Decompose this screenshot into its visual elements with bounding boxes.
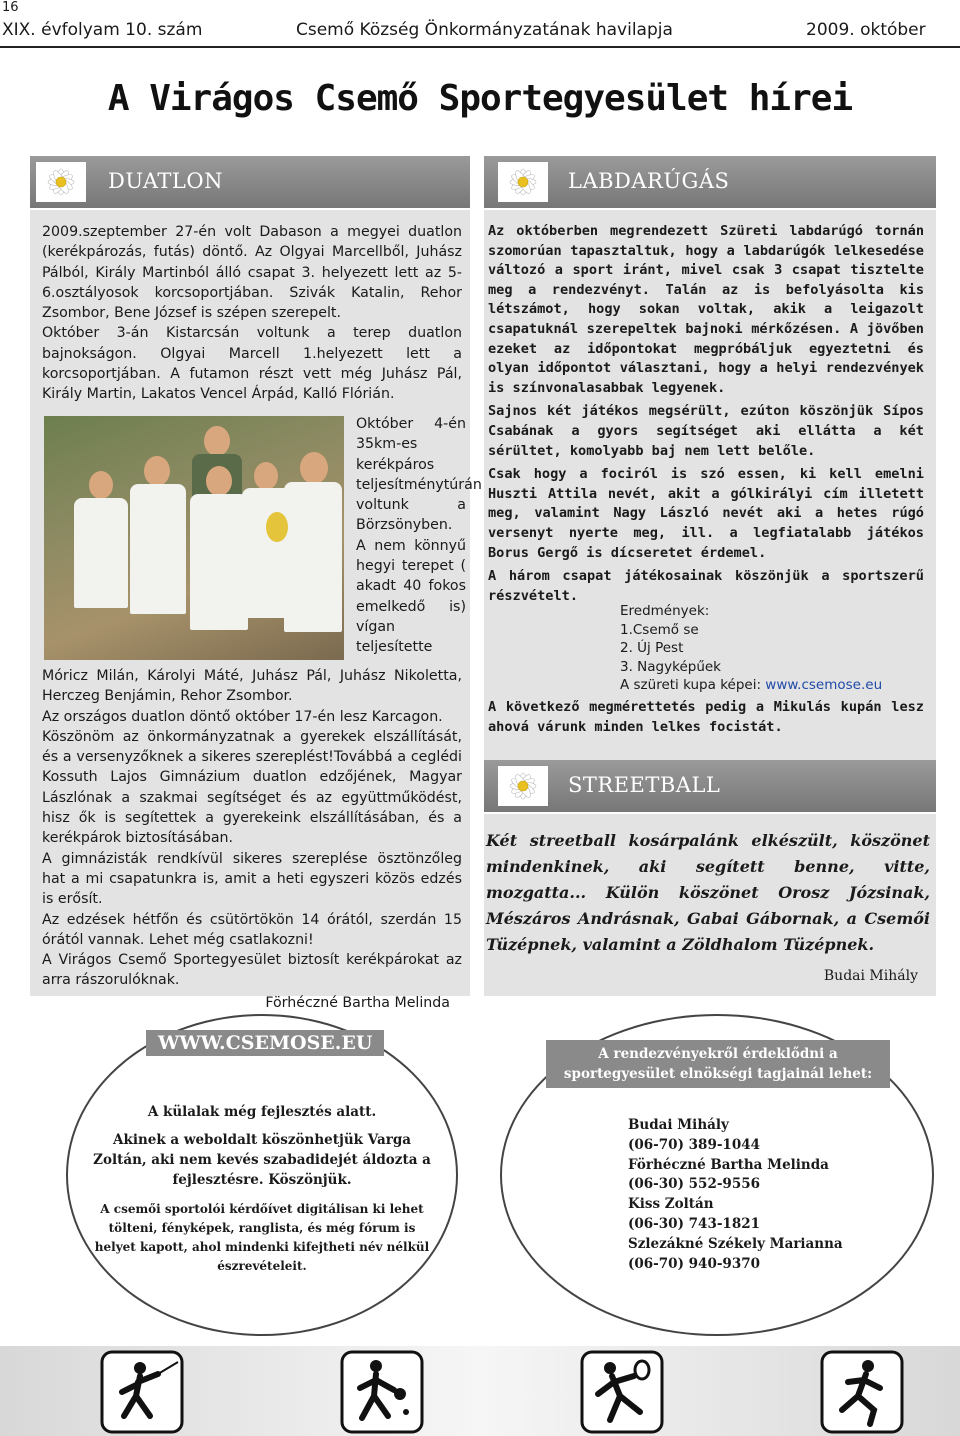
contact-phone: (06-70) 389-1044 bbox=[628, 1136, 761, 1153]
labdarugas-paragraph: Sajnos két játékos megsérült, ezúton köszönjük Sípos Csabának a gyors segítséget aki ellátta a két sérültet, komolyabb baj nem lett belőle. bbox=[488, 403, 924, 459]
labdarugas-paragraph: A következő megmérettetés pedig a Mikulás kupán lesz ahová várunk minden lelkes focistát. bbox=[488, 699, 924, 735]
duatlon-heading-bar bbox=[30, 156, 470, 210]
duatlon-heading: DUATLON bbox=[108, 169, 223, 193]
daisy-icon bbox=[498, 162, 548, 202]
fencing-icon bbox=[100, 1350, 184, 1434]
daisy-icon bbox=[36, 162, 86, 202]
contact-phone: (06-70) 940-9370 bbox=[628, 1255, 761, 1272]
results-list bbox=[620, 602, 920, 695]
labdarugas-paragraph: A három csapat játékosainak köszönjük a sportszerű részvételt. bbox=[488, 568, 924, 604]
contact-name: Kiss Zoltán bbox=[628, 1196, 714, 1213]
streetball-signature: Budai Mihály bbox=[823, 968, 918, 984]
duatlon-paragraph: Az edzések hétfőn és csütörtökön 14 órától, szerdán 15 órától vannak. Lehet még csatlakozni! bbox=[42, 911, 462, 948]
contact-name: Szlezákné Székely Marianna bbox=[628, 1235, 843, 1252]
contact-name: Förhéczné Bartha Melinda bbox=[628, 1156, 829, 1173]
duatlon-signature: Förhéczné Bartha Melinda bbox=[265, 994, 450, 1011]
labdarugas-paragraph: Az októberben megrendezett Szüreti labdarúgó tornán szomorúan tapasztaltuk, hogy a labdarúgók lelkesedése változó a sport iránt, mivel csak 3 csapat tisztelte meg a rendezvényt. Talán az is befolyásolta kis létszámot, hogy sokan voltak, akik a leigazolt csapatuknál szerepeltek bajnoki mérkőzésen. A jövőben ezeket az időpontokat megpróbáljuk egyeztetni és olyan időpontot választani, hogy a helyi rendezvények is színvonalasabbak legyenek. bbox=[488, 223, 924, 396]
running-icon bbox=[820, 1350, 904, 1434]
streetball-text: Két streetball kosárpalánk elkészült, köszönet mindenkinek, aki segített benne, vitte, mozgatta... Külön köszönet Orosz Józsinak, Mészáros Andrásnak, Gabai Gábornak, a Csemői Tüzépnek, valamint a Zöldhalom Tüzépnek. bbox=[486, 831, 930, 954]
streetball-heading: STREETBALL bbox=[568, 773, 721, 797]
duatlon-paragraph: Október 3-án Kistarcsán voltunk a terep duatlon bajnokságon. Olgyai Marcell 1.helyezett lett a korcsoportjában. A futamon részt vett még Juhász Pál, Király Martin, Lakatos Vencel Árpád, Kalló Flórián. bbox=[42, 325, 462, 403]
contact-info-box bbox=[500, 1014, 934, 1336]
result-item: 2. Új Pest bbox=[620, 640, 684, 656]
duatlon-paragraph: A Virágos Csemő Sportegyesület biztosít kerékpárokat az arra rászorulóknak. bbox=[42, 952, 462, 989]
contact-phone: (06-30) 743-1821 bbox=[628, 1215, 761, 1232]
duatlon-panel bbox=[30, 156, 482, 1011]
duatlon-paragraph: Az országos duatlon döntő október 17-én lesz Karcagon. bbox=[42, 708, 443, 725]
photos-label: A szüreti kupa képei: bbox=[620, 677, 766, 693]
contact-title: A rendezvényekről érdeklődni a sportegyesület elnökségi tagjainál lehet: bbox=[546, 1040, 890, 1088]
labdarugas-paragraph: Csak hogy a fociról is szó essen, ki kell emelni Huszti Attila nevét, akit a gólkirályi cím illetett meg, valamint Nagy László nevét aki a hetes rúgó versenyt nyerte meg, ill. a legfiatalabb játékos Borus Gergő is dícseretet érdemel. bbox=[488, 466, 924, 561]
website-line: Akinek a weboldalt köszönhetjük Varga Zoltán, aki nem kevés szabadidejét áldozta a fejlesztésre. Köszönjük. bbox=[93, 1132, 431, 1188]
duatlon-paragraph: 2009.szeptember 27-én volt Dabason a megyei duatlon (kerékpározás, futás) döntő. Az Olgyai Marcellből, Juhász Pálból, Király Martinból álló csapat 3. helyezett lett az 5-6.osztályosok korcsoportjában. Szivák Katalin, Rehor Zsombor, Bene József is szépen szerepelt. bbox=[42, 224, 462, 322]
team-photo bbox=[44, 416, 344, 660]
results-title: Eredmények: bbox=[620, 603, 710, 619]
website-line: A csemői sportolói kérdőívet digitálisan ki lehet tölteni, fényképek, ranglista, és még fórum is helyet kapott, ahol mindenki kifejtheti név nélkül észrevételeit. bbox=[94, 1202, 430, 1273]
result-item: 1.Csemő se bbox=[620, 621, 699, 638]
issue-date: 2009. október bbox=[806, 20, 926, 40]
photos-link[interactable]: www.csemose.eu bbox=[765, 677, 883, 693]
streetball-heading-bar bbox=[484, 760, 936, 814]
website-title: WWW.CSEMOSE.EU bbox=[146, 1030, 384, 1056]
page-header bbox=[0, 0, 960, 48]
labdarugas-heading: LABDARÚGÁS bbox=[568, 169, 730, 193]
contact-phone: (06-30) 552-9556 bbox=[628, 1176, 761, 1193]
duatlon-side-text: Október 4-én 35km-es kerékpáros teljesítménytúrán voltunk a Börzsönyben. A nem könnyű hegyi terepet ( akadt 40 fokos emelkedő is) vígan teljesítette bbox=[356, 416, 482, 656]
labdarugas-heading-bar bbox=[484, 156, 936, 210]
page-title: A Virágos Csemő Sportegyesület hírei bbox=[107, 78, 853, 119]
result-item: 3. Nagyképűek bbox=[620, 658, 721, 675]
labdarugas-panel bbox=[484, 156, 936, 996]
duatlon-paragraph: Köszönöm az önkormányzatnak a gyerekek elszállítását, és a versenyzőknek a sikeres szereplést!Továbbá a ceglédi Kossuth Lajos Gimnázium duatlon edzőjének, Magyar Lászlónak a szakmai segítséget és az együttműködést, hisz ők is segítettek a gyerekeink elszállításában, és a kerékpárok biztosításában. bbox=[42, 728, 462, 847]
table-tennis-icon bbox=[340, 1350, 424, 1434]
header-divider bbox=[0, 46, 960, 48]
website-info-box bbox=[66, 1014, 458, 1336]
website-line: A külalak még fejlesztés alatt. bbox=[147, 1104, 377, 1120]
contact-list bbox=[628, 1116, 918, 1274]
tennis-icon bbox=[580, 1350, 664, 1434]
page-number: 16 bbox=[2, 0, 19, 15]
publication-label: Csemő Község Önkormányzatának havilapja bbox=[296, 20, 673, 40]
contact-name: Budai Mihály bbox=[628, 1117, 729, 1133]
duatlon-paragraph: Móricz Milán, Károlyi Máté, Juhász Pál, Juhász Nikoletta, Herczeg Benjámin, Rehor Zsombor. bbox=[42, 668, 462, 705]
daisy-icon bbox=[498, 766, 548, 806]
duatlon-paragraph: A gimnázisták rendkívül sikeres szereplése ösztönzőleg hat a mi csapatunkra is, amit a heti egyszeri közös edzés is erősít. bbox=[42, 850, 462, 908]
volume-label: XIX. évfolyam 10. szám bbox=[2, 20, 203, 40]
